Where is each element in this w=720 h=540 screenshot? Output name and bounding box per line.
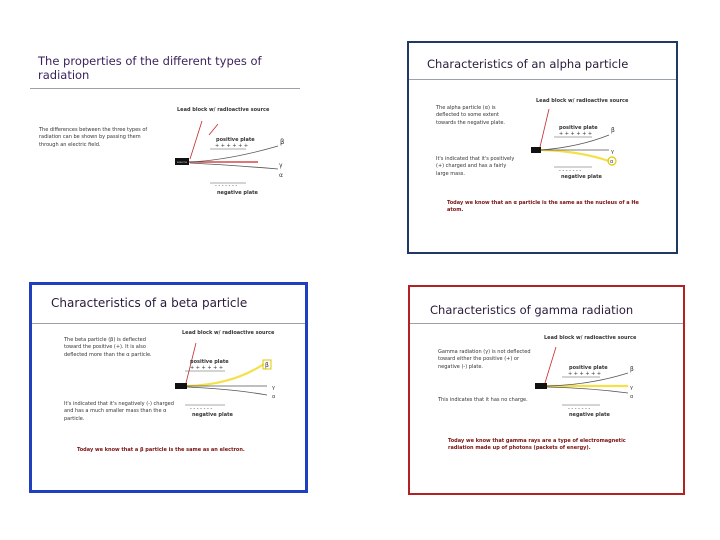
slide-title: The properties of the different types of radiation	[38, 54, 262, 83]
slide-title: Characteristics of gamma radiation	[430, 303, 634, 317]
plus-signs: + + + + + +	[215, 143, 249, 149]
slide-title: Characteristics of a beta particle	[51, 296, 248, 310]
slide-text-2: It's indicated that it's positively (+) charged and has a fairly large mass.	[436, 156, 515, 177]
deflection-diagram	[410, 287, 683, 493]
lead-block-label: Lead block w/ radioactive source	[544, 335, 637, 341]
slide-beta-particle[interactable]	[29, 282, 308, 493]
slide-radiation-properties[interactable]	[30, 43, 300, 256]
positive-plate-label: positive plate	[569, 365, 608, 371]
beta-label: β	[280, 138, 285, 146]
deflection-diagram	[30, 43, 300, 256]
negative-plate-label: negative plate	[217, 190, 258, 196]
minus-signs: - - - - - - -	[559, 168, 582, 174]
alpha-label: α	[272, 394, 276, 400]
deflection-diagram	[32, 285, 305, 490]
slide-text-3: Today we know that an α particle is the same as the nucleus of a He atom.	[447, 200, 639, 214]
gamma-label: γ	[611, 149, 614, 155]
plus-signs: + + + + + +	[190, 365, 224, 371]
slide-alpha-particle[interactable]	[407, 41, 678, 254]
lead-block-label: Lead block w/ radioactive source	[177, 107, 270, 113]
slide-title: Characteristics of an alpha particle	[427, 57, 629, 71]
minus-signs: - - - - - - -	[215, 183, 238, 189]
source-label: source	[177, 160, 187, 164]
slide-text-2: This indicates that it has no charge.	[438, 397, 528, 403]
slide-gamma-radiation[interactable]	[408, 285, 685, 495]
negative-plate-label: negative plate	[569, 412, 610, 418]
slide-text-1: The alpha particle (α) is deflected to some extent towards the negative plate.	[436, 105, 506, 126]
lead-block-label: Lead block w/ radioactive source	[536, 98, 629, 104]
slide-text-3: Today we know that gamma rays are a type of electromagnetic radiation made up of photons (packets of energy).	[448, 438, 626, 452]
alpha-label: α	[279, 172, 283, 179]
minus-signs: - - - - - - -	[568, 406, 591, 412]
positive-plate-label: positive plate	[190, 359, 229, 365]
negative-plate-label: negative plate	[192, 412, 233, 418]
gamma-label: γ	[272, 385, 275, 391]
positive-plate-label: positive plate	[559, 125, 598, 131]
alpha-label: α	[610, 159, 614, 165]
plus-signs: + + + + + +	[559, 131, 593, 137]
minus-signs: - - - - - - -	[190, 406, 213, 412]
lead-block-label: Lead block w/ radioactive source	[182, 330, 275, 336]
slide-text: The differences between the three types of radiation can be shown by passing them through an electric field.	[39, 127, 148, 148]
negative-plate-label: negative plate	[561, 174, 602, 180]
plus-signs: + + + + + +	[568, 371, 602, 377]
positive-plate-label: positive plate	[216, 137, 255, 143]
beta-label: β	[630, 366, 634, 373]
deflection-diagram	[409, 43, 676, 252]
slide-text-1: Gamma radiation (γ) is not deflected toward either the positive (+) or negative (-) plate.	[438, 349, 531, 370]
slide-text-1: The beta particle (β) is deflected toward the positive (+). It is also deflected more than the α particle.	[64, 337, 152, 358]
gamma-label: γ	[630, 385, 633, 391]
alpha-label: α	[630, 394, 634, 400]
beta-label: β	[265, 362, 269, 369]
beta-label: β	[611, 127, 615, 134]
slide-text-2: It's indicated that it's negatively (-) charged and has a much smaller mass than the α particle.	[64, 401, 174, 422]
source-block	[175, 383, 187, 389]
slide-text-3: Today we know that a β particle is the same as an electron.	[77, 447, 245, 453]
source-block	[535, 383, 547, 389]
source-block	[531, 147, 541, 153]
gamma-label: γ	[279, 162, 283, 169]
